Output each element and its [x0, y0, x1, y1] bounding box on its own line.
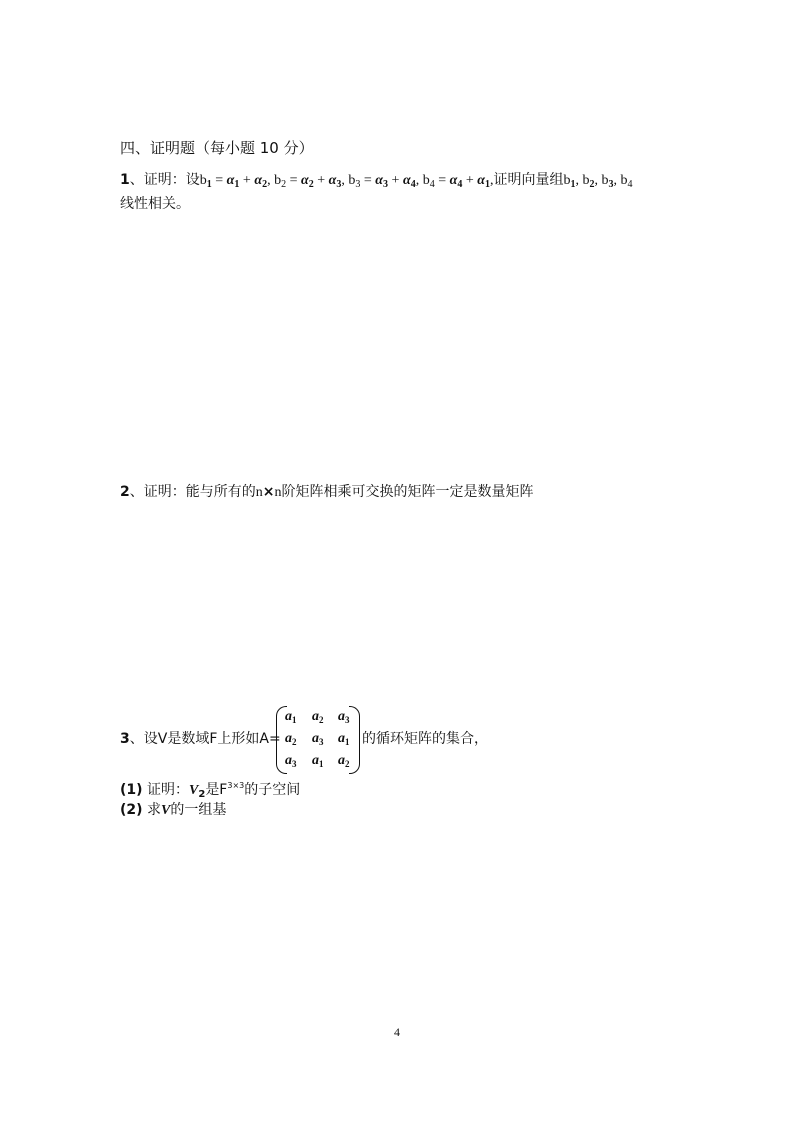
matrix-cell: $a_1$ [312, 753, 324, 769]
part-2-text-a: 求 [147, 802, 161, 818]
question-2-n-right: n [274, 485, 282, 500]
matrix-cell: $a_1$ [285, 709, 297, 725]
part-1-text-c: 的子空间 [244, 782, 301, 798]
part-2-label: (2) [120, 802, 143, 818]
question-3-stem-after: 的循环矩阵的集合， [362, 731, 488, 747]
question-1-prefix: 、证明：设 [129, 172, 200, 188]
question-1-line-1 [120, 170, 633, 195]
question-2-text-a: 、证明：能与所有的 [129, 484, 256, 500]
question-3-number: 3 [120, 731, 130, 747]
part-1-superscript: 3×3 [227, 781, 245, 790]
question-3-part-2 [120, 800, 226, 821]
part-1-label: (1) [120, 782, 143, 798]
section-title: 四、证明题（每小题 10 分） [120, 139, 314, 157]
part-1-text-a: 证明： [147, 782, 189, 798]
question-2 [120, 482, 533, 503]
question-3-text-a: 、设V是数域F上形如A= [129, 731, 281, 747]
page-number: 4 [394, 1025, 400, 1039]
circulant-matrix [276, 706, 360, 772]
matrix-cell: $a_2$ [338, 753, 350, 769]
question-1-suffix: 证明向量组 [493, 172, 564, 188]
question-3-part-1: (1) 证明：$V_2$是$F^{3\times 3}$的子空间 [120, 781, 301, 800]
matrix-cell: $a_3$ [312, 731, 324, 747]
question-1-vector-group: $b_1$, $b_2$, $b_3$, $b_4$ [563, 173, 633, 190]
part-1-text-b: 是F [205, 782, 228, 798]
question-2-times-sign: × [262, 484, 275, 500]
question-2-n-left: n [255, 485, 263, 500]
part-2-v-symbol: V [161, 803, 171, 818]
matrix-cell: $a_2$ [285, 731, 297, 747]
matrix-right-paren [349, 706, 360, 774]
question-1-number: 1 [120, 172, 130, 188]
part-1-v-symbol: V [189, 783, 199, 798]
matrix-cell: $a_1$ [338, 731, 350, 747]
matrix-cell: $a_2$ [312, 709, 324, 725]
question-3-stem-before [120, 729, 281, 749]
question-1-vector-definitions: $b_1 = \alpha_1 + \alpha_2$, $b_2 = \alpha_2 + \alpha_3$, $b_3 = \alpha_3 + \alpha_4$, $b_4 = \alpha_4 + \alpha_1$, [199, 173, 494, 190]
question-2-text-b: 阶矩阵相乘可交换的矩阵一定是数量矩阵 [281, 484, 534, 500]
question-1-line-2: 线性相关。 [120, 196, 190, 212]
matrix-cell: $a_3$ [285, 753, 297, 769]
part-2-text-b: 的一组基 [170, 802, 227, 818]
question-2-number: 2 [120, 484, 130, 500]
matrix-cell: $a_3$ [338, 709, 350, 725]
